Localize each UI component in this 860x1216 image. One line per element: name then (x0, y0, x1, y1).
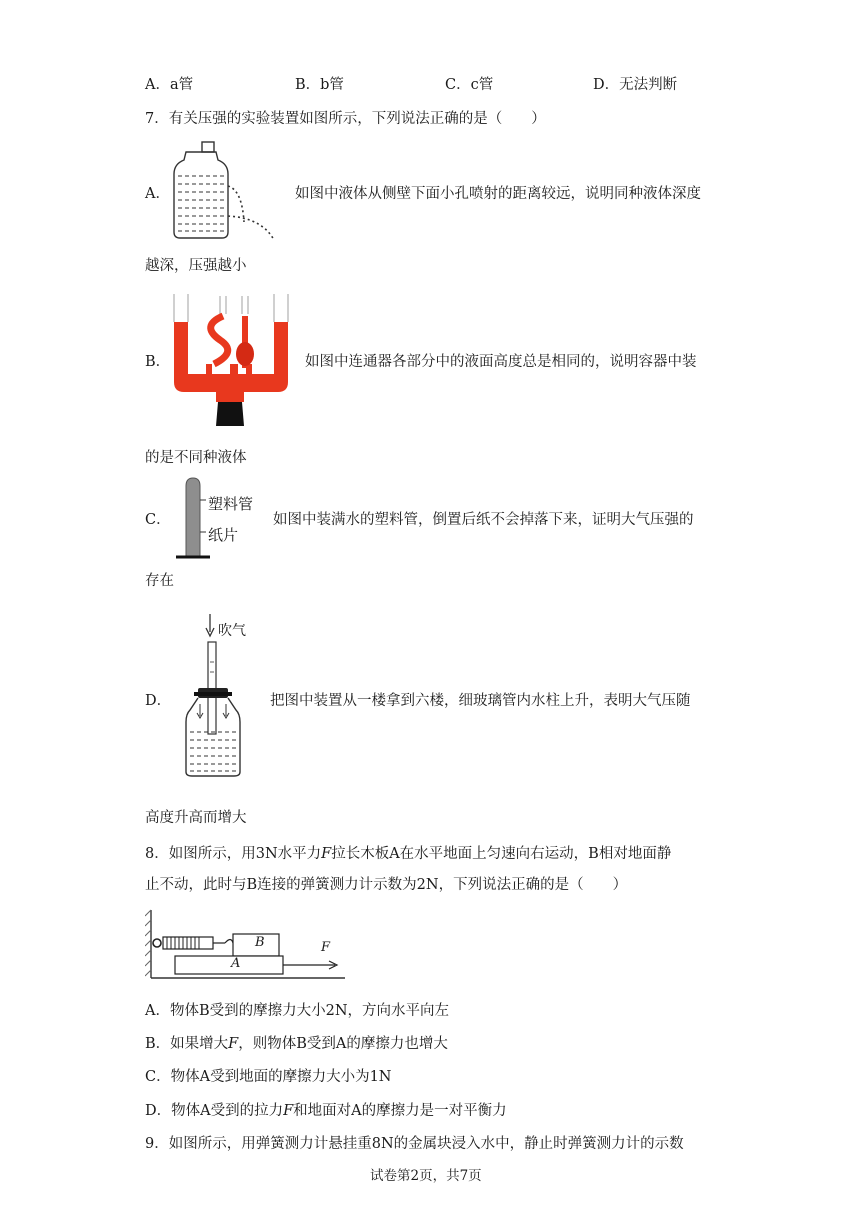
q8-stem-line1: 8．如图所示，用3N水平力F拉长木板A在水平地面上匀速向右运动，B相对地面静 (145, 846, 672, 862)
q7-option-b-letter: B． (145, 354, 171, 370)
q8-stem-line2: 止不动，此时与B连接的弹簧测力计示数为2N，下列说法正确的是（ ） (145, 877, 628, 893)
page-footer: 试卷第2页，共7页 (370, 1168, 482, 1184)
q7-option-a-text2: 越深，压强越小 (145, 258, 247, 274)
communicating-vessels-figure (170, 292, 295, 427)
q7-option-a-text1: 如图中液体从侧壁下面小孔喷射的距离较远，说明同种液体深度 (295, 186, 701, 202)
q7-stem: 7．有关压强的实验装置如图所示，下列说法正确的是（ ） (145, 111, 546, 127)
label-blow: 吹气 (218, 623, 246, 639)
q7-option-c-text2: 存在 (145, 573, 174, 589)
inverted-tube-figure (170, 476, 220, 562)
q7-option-b-text2: 的是不同种液体 (145, 450, 247, 466)
q7-option-d-text1: 把图中装置从一楼拿到六楼，细玻璃管内水柱上升，表明大气压随 (270, 693, 691, 709)
label-paper: 纸片 (208, 526, 239, 544)
q8-option-a: A．物体B受到的摩擦力大小2N，方向水平向左 (145, 1003, 450, 1019)
q7-option-d-letter: D． (145, 693, 172, 709)
q8-option-c: C．物体A受到地面的摩擦力大小为1N (145, 1069, 392, 1085)
label-board-a: A (231, 956, 241, 971)
q7-option-c-text1: 如图中装满水的塑料管，倒置后纸不会掉落下来，证明大气压强的 (273, 512, 694, 528)
prev-option-a: A．a管 (145, 77, 194, 93)
q7-option-a-letter: A． (145, 186, 170, 202)
label-plastic-tube: 塑料管 (208, 495, 254, 513)
q9-stem: 9．如图所示，用弹簧测力计悬挂重8N的金属块浸入水中，静止时弹簧测力计的示数 (145, 1136, 684, 1152)
q8-option-d: D．物体A受到的拉力F和地面对A的摩擦力是一对平衡力 (145, 1103, 507, 1119)
q7-option-c-letter: C． (145, 512, 171, 528)
bottle-jet-figure (170, 140, 280, 240)
q7-option-d-text2: 高度升高而增大 (145, 810, 247, 826)
label-block-b: B (255, 935, 265, 950)
q7-option-b-text1: 如图中连通器各部分中的液面高度总是相同的，说明容器中装 (305, 354, 697, 370)
prev-option-b: B．b管 (295, 77, 344, 93)
label-force-f: F (321, 940, 331, 955)
q8-option-b: B．如果增大F，则物体B受到A的摩擦力也增大 (145, 1036, 448, 1052)
prev-option-c: C．c管 (445, 77, 494, 93)
prev-option-d: D．无法判断 (593, 77, 678, 93)
